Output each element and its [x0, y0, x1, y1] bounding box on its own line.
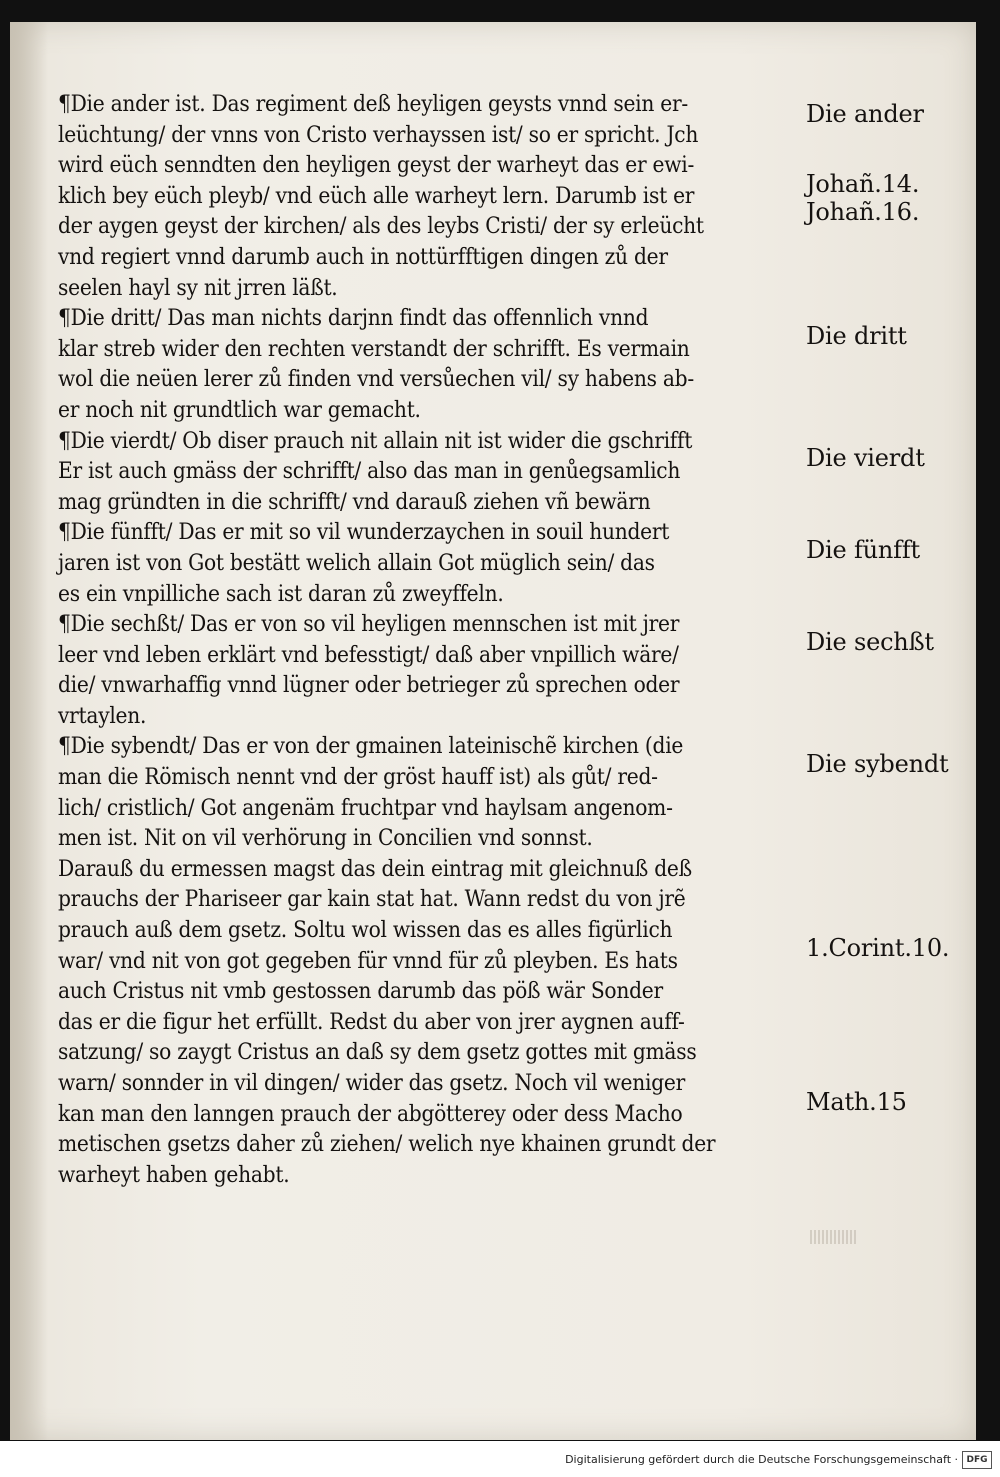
- margin-note-die-vierdt: Die vierdt: [806, 444, 925, 472]
- margin-note-die-sechsst: Die sechßt: [806, 628, 934, 656]
- margin-note-johann-14: Johañ.14.: [806, 170, 920, 198]
- text-line: ¶Die vierdt/ Ob diser prauch nit allain nit ist wider die gschrifft: [58, 428, 693, 454]
- margin-note-die-ander: Die ander: [806, 100, 924, 128]
- text-line: es ein vnpilliche sach ist daran zů zweyffeln.: [58, 581, 504, 607]
- margin-note-math-15: Math.15: [806, 1088, 907, 1116]
- text-line: kan man den lanngen prauch der abgötterey oder dess Macho: [58, 1101, 683, 1127]
- margin-note-die-dritt: Die dritt: [806, 322, 907, 350]
- text-line: seelen hayl sy nit jrren läßt.: [58, 275, 338, 301]
- book-page: [10, 22, 976, 1440]
- text-line: vnd regiert vnnd darumb auch in nottürfftigen dingen zů der: [58, 244, 668, 270]
- text-line: die/ vnwarhaffig vnnd lügner oder betrieger zů sprechen oder: [58, 673, 680, 699]
- page-gutter-shadow: [10, 22, 48, 1440]
- text-line: ¶Die sybendt/ Das er von der gmainen lateinischẽ kirchen (die: [58, 734, 684, 760]
- footer-bar: [0, 1441, 1000, 1477]
- text-line: warn/ sonnder in vil dingen/ wider das gsetz. Noch vil weniger: [58, 1071, 685, 1096]
- text-line: prauch auß dem gsetz. Soltu wol wissen das es alles figürlich: [58, 918, 673, 944]
- dfg-logo: DFG: [962, 1451, 992, 1469]
- text-line: lich/ cristlich/ Got angenäm fruchtpar vnd haylsam angenom-: [58, 795, 673, 821]
- text-line: wol die neüen lerer zů finden vnd versůechen vil/ sy habens ab-: [58, 367, 694, 393]
- library-stamp-mark: [810, 1230, 858, 1244]
- text-line: ¶Die fünfft/ Das er mit so vil wunderzaychen in souil hundert: [58, 520, 670, 546]
- text-line: prauchs der Phariseer gar kain stat hat. Wann redst du von jrẽ: [58, 887, 686, 913]
- text-line: leüchtung/ der vnns von Cristo verhayssen ist/ so er spricht. Jch: [58, 122, 699, 148]
- text-line: auch Cristus nit vmb gestossen darumb das pöß wär Sonder: [58, 979, 663, 1005]
- text-line: das er die figur het erfüllt. Redst du aber von jrer aygnen auff-: [58, 1009, 685, 1035]
- funding-credit: Digitalisierung gefördert durch die Deutsche Forschungsgemeinschaft ·: [565, 1453, 958, 1466]
- text-line: man die Römisch nennt vnd der gröst hauff ist) als gůt/ red-: [58, 765, 658, 791]
- text-line: jaren ist von Got bestätt welich allain Got müglich sein/ das: [58, 550, 655, 576]
- text-line: men ist. Nit on vil verhörung in Concilien vnd sonnst.: [58, 826, 593, 852]
- text-line: ¶Die dritt/ Das man nichts darjnn findt das offennlich vnnd: [58, 306, 649, 332]
- text-line: mag gründten in die schrifft/ vnd darauß ziehen vñ bewärn: [58, 489, 651, 515]
- text-line: klar streb wider den rechten verstandt der schrifft. Es vermain: [58, 336, 690, 362]
- text-line: Er ist auch gmäss der schrifft/ also das man in genůegsamlich: [58, 459, 681, 485]
- text-line: er noch nit grundtlich war gemacht.: [58, 397, 421, 423]
- text-line: der aygen geyst der kirchen/ als des leybs Cristi/ der sy erleücht: [58, 214, 704, 240]
- text-line: war/ vnd nit von got gegeben für vnnd für zů pleyben. Es hats: [58, 948, 678, 974]
- text-line: leer vnd leben erklärt vnd befesstigt/ daß aber vnpillich wäre/: [58, 642, 679, 668]
- margin-note-johann-16: Johañ.16.: [806, 198, 920, 226]
- margin-note-1-corint-10: 1.Corint.10.: [806, 934, 950, 962]
- text-line: metischen gsetzs daher zů ziehen/ welich nye khainen grundt der: [58, 1132, 716, 1158]
- text-line: klich bey eüch pleyb/ vnd eüch alle warheyt lern. Darumb ist er: [58, 183, 695, 209]
- text-line: ¶Die ander ist. Das regiment deß heyligen geysts vnnd sein er-: [58, 92, 688, 117]
- text-line: warheyt haben gehabt.: [58, 1162, 290, 1188]
- margin-note-die-sybendt: Die sybendt: [806, 750, 949, 778]
- margin-note-die-fuenfft: Die fünfft: [806, 536, 920, 564]
- main-text-block: [58, 90, 798, 1191]
- text-line: Darauß du ermessen magst das dein eintrag mit gleichnuß deß: [58, 856, 692, 882]
- text-line: ¶Die sechßt/ Das er von so vil heyligen mennschen ist mit jrer: [58, 612, 680, 638]
- text-line: satzung/ so zaygt Cristus an daß sy dem gsetz gottes mit gmäss: [58, 1040, 697, 1066]
- text-line: wird eüch senndten den heyligen geyst der warheyt das er ewi-: [58, 153, 695, 179]
- text-line: vrtaylen.: [58, 703, 147, 729]
